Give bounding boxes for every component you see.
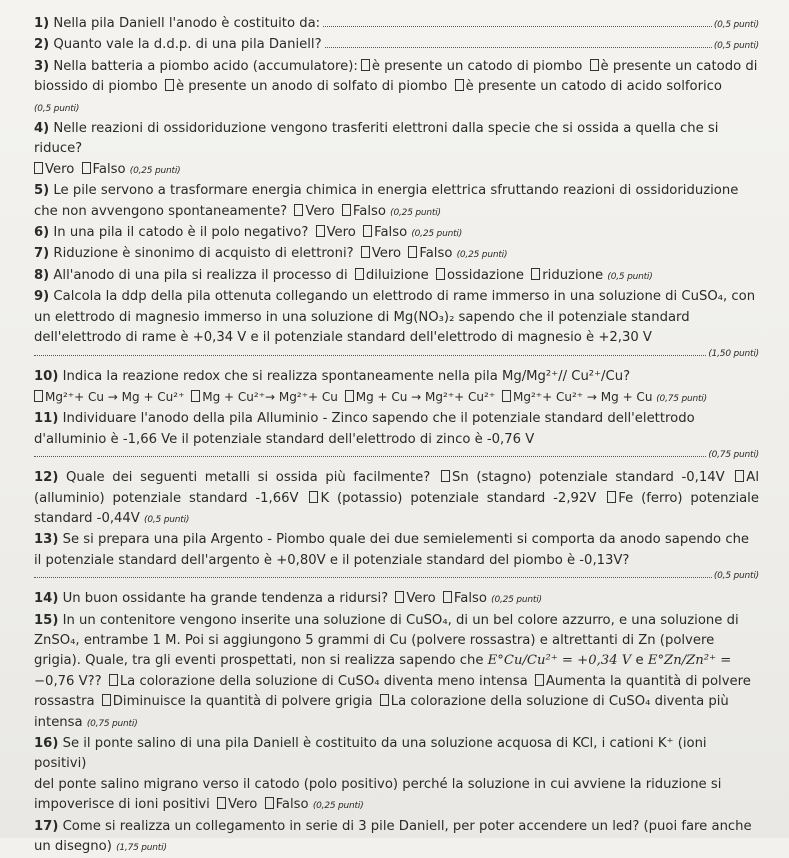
q12-text: Quale dei seguenti metalli si ossida più facilmente? <box>66 470 431 486</box>
q14-points: (0,25 punti) <box>491 595 542 606</box>
q2-number: 2) <box>34 37 50 53</box>
q12-points: (0,5 punti) <box>144 514 190 525</box>
q5-vero-label: Vero <box>305 203 335 219</box>
q17-number: 17) <box>34 818 59 834</box>
q8-checkbox-2[interactable] <box>436 268 445 280</box>
q3-option-2: è presente un catodo di biossido di piombo <box>34 58 758 95</box>
q10-number: 10) <box>34 368 59 384</box>
q12-option-1: Sn (stagno) potenziale standard -0,14V <box>451 470 725 486</box>
q16-vero-checkbox[interactable] <box>217 797 226 809</box>
question-13 <box>34 530 759 571</box>
q11-answer-line[interactable] <box>34 456 706 457</box>
q4-text: Nelle reazioni di ossidoriduzione vengono trasferiti elettroni dalla specie che si ossida a quella che si riduce? <box>34 121 719 157</box>
q13-points: (0,5 punti) <box>713 571 759 582</box>
q12-option-3: K (potassio) potenziale standard -2,92V <box>320 490 597 506</box>
q16-points: (0,25 punti) <box>312 801 364 812</box>
q7-vero-label: Vero <box>371 246 402 262</box>
q14-vero-checkbox[interactable] <box>395 591 404 603</box>
q11-answer-row <box>34 450 759 468</box>
question-11 <box>34 409 759 450</box>
q10-option-3: Mg + Cu → Mg²⁺+ Cu²⁺ <box>355 389 496 404</box>
q15-number: 15) <box>34 612 59 628</box>
q3-points: (0,5 punti) <box>34 103 80 114</box>
q16-line-1: Se il ponte salino di una pila Daniell è costituito da una soluzione acquosa di KCl, i cationi K⁺ (ioni positivi) <box>34 736 707 772</box>
q4-falso-checkbox[interactable] <box>82 162 91 174</box>
q13-line-2: il potenziale standard dell'argento è +0,80V e il potenziale standard del piombo è -0,13V? <box>34 552 630 568</box>
q15-option-2: Aumenta la quantità di polvere rossastra <box>34 673 751 710</box>
question-16 <box>34 734 759 817</box>
q3-number: 3) <box>34 58 50 74</box>
q9-number: 9) <box>34 289 50 305</box>
q9-answer-row <box>34 349 759 367</box>
q3-option-3: è presente un anodo di solfato di piombo <box>175 79 448 95</box>
q9-line-1: Calcola la ddp della pila ottenuta collegando un elettrodo di rame immerso in una soluzione di CuSO₄, con <box>53 289 756 305</box>
q15-potential-cu: E°Cu/Cu²⁺ = +0,34 V <box>487 653 632 669</box>
question-5 <box>34 181 759 223</box>
q7-number: 7) <box>34 246 50 262</box>
q15-checkbox-3[interactable] <box>102 694 111 706</box>
q10-checkbox-1[interactable] <box>34 390 43 402</box>
q11-points: (0,75 punti) <box>708 450 759 461</box>
q9-line-2: un elettrodo di magnesio immerso in una soluzione di Mg(NO₃)₂ sapendo che il potenziale standard <box>34 309 690 325</box>
q5-vero-checkbox[interactable] <box>294 204 303 216</box>
q16-line-3: impoverisce di ioni positivi <box>34 797 210 813</box>
q16-vero-label: Vero <box>228 797 258 813</box>
q2-points: (0,5 punti) <box>713 41 759 52</box>
q7-text: Riduzione è sinonimo di acquisto di elettroni? <box>53 246 354 262</box>
question-8 <box>34 266 759 287</box>
q16-falso-checkbox[interactable] <box>265 797 274 809</box>
q15-line-4: −0,76 V?? <box>34 673 102 689</box>
q8-option-3: riduzione <box>542 267 604 283</box>
q12-checkbox-3[interactable] <box>309 491 318 503</box>
q14-text: Un buon ossidante ha grande tendenza a ridursi? <box>62 591 389 607</box>
q3-text: Nella batteria a piombo acido (accumulatore): <box>53 58 358 74</box>
q5-number: 5) <box>34 183 50 199</box>
q15-option-1: La colorazione della soluzione di CuSO₄ diventa meno intensa <box>119 673 528 689</box>
q6-number: 6) <box>34 225 50 241</box>
q15-line-1: In un contenitore vengono inserite una soluzione di CuSO₄, di un bel colore azzurro, e una soluzione di <box>62 612 739 628</box>
q7-points: (0,25 punti) <box>456 250 508 261</box>
q5-falso-label: Falso <box>352 203 386 219</box>
q14-falso-checkbox[interactable] <box>443 591 452 603</box>
q10-checkbox-3[interactable] <box>345 390 354 402</box>
q13-number: 13) <box>34 532 59 548</box>
question-2 <box>34 35 759 56</box>
q14-vero-label: Vero <box>406 591 436 607</box>
q6-falso-label: Falso <box>374 225 408 241</box>
q10-checkbox-4[interactable] <box>502 390 511 402</box>
q14-falso-label: Falso <box>453 591 487 607</box>
q10-text: Indica la reazione redox che si realizza spontaneamente nella pila Mg/Mg²⁺// Cu²⁺/Cu? <box>62 368 631 384</box>
q13-answer-line[interactable] <box>34 577 712 578</box>
q10-points: (0,75 punti) <box>656 393 707 404</box>
q4-falso-label: Falso <box>92 161 126 177</box>
q9-line-3: dell'elettrodo di rame è +0,34 V e il potenziale standard dell'elettrodo di magnesio è +2,30 V <box>34 330 652 346</box>
question-4 <box>34 119 759 181</box>
q12-checkbox-2[interactable] <box>735 470 744 482</box>
q16-line-2: del ponte salino migrano verso il catodo (polo positivo) perché la soluzione in cui avviene la riduzione si <box>34 776 722 792</box>
q16-falso-label: Falso <box>275 797 309 813</box>
question-17 <box>34 817 759 858</box>
q4-vero-checkbox[interactable] <box>34 162 43 174</box>
q3-option-1: è presente un catodo di piombo <box>371 58 583 74</box>
q8-option-2: ossidazione <box>446 267 525 283</box>
question-12 <box>34 468 759 530</box>
q8-checkbox-1[interactable] <box>355 268 364 280</box>
q15-option-3: Diminuisce la quantità di polvere grigia <box>112 694 373 710</box>
question-10 <box>34 367 759 410</box>
q6-points: (0,25 punti) <box>411 229 463 240</box>
q1-text: Nella pila Daniell l'anodo è costituito da: <box>53 16 321 31</box>
q15-line-2: ZnSO₄, entrambe 1 M. Poi si aggiungono 5 grammi di Cu (polvere rossastra) e altrettanti di Zn (polvere <box>34 632 715 648</box>
q6-falso-checkbox[interactable] <box>363 225 372 237</box>
q1-answer-line[interactable] <box>323 26 712 27</box>
q11-line-1: Individuare l'anodo della pila Alluminio - Zinco sapendo che il potenziale standard dell'elettrodo <box>62 411 695 427</box>
q10-option-1: Mg²⁺+ Cu → Mg + Cu²⁺ <box>45 389 185 404</box>
q4-number: 4) <box>34 121 50 137</box>
q9-points: (1,50 punti) <box>708 348 759 359</box>
q15-potential-zn: E°Zn/Zn²⁺ = <box>647 653 732 669</box>
q1-number: 1) <box>34 16 50 31</box>
question-14 <box>34 589 759 610</box>
q3-option-4: è presente un catodo di acido solforico <box>465 79 722 95</box>
q8-option-1: diluizione <box>365 267 429 283</box>
q3-checkbox-4[interactable] <box>455 79 464 91</box>
q12-number: 12) <box>34 470 59 486</box>
q15-checkbox-1[interactable] <box>109 674 118 686</box>
q10-option-4: Mg²⁺+ Cu²⁺ → Mg + Cu <box>512 389 653 404</box>
q11-line-2: d'alluminio è -1,66 Ve il potenziale standard dell'elettrodo di zinco è -0,76 V <box>34 431 535 447</box>
q11-number: 11) <box>34 411 59 427</box>
q8-text: All'anodo di una pila si realizza il processo di <box>53 267 348 283</box>
q14-number: 14) <box>34 591 59 607</box>
question-1 <box>34 14 759 35</box>
q12-checkbox-4[interactable] <box>607 491 616 503</box>
q8-checkbox-3[interactable] <box>531 268 540 280</box>
question-7 <box>34 244 759 265</box>
q15-conjunction: e <box>635 653 644 669</box>
q5-text-2: che non avvengono spontaneamente? <box>34 203 288 219</box>
q15-line-3: grigia). Quale, tra gli eventi prospettati, non si realizza sapendo che <box>34 653 484 669</box>
q6-vero-checkbox[interactable] <box>316 225 325 237</box>
q13-answer-row <box>34 571 759 589</box>
q3-checkbox-2[interactable] <box>590 59 599 71</box>
q6-text: In una pila il catodo è il polo negativo? <box>53 225 309 241</box>
q3-checkbox-1[interactable] <box>361 59 370 71</box>
q4-vero-label: Vero <box>45 161 75 177</box>
q17-line-1: Come si realizza un collegamento in serie di 3 pile Daniell, per poter accendere un led? (puoi fare anche <box>62 818 752 834</box>
q13-line-1: Se si prepara una pila Argento - Piombo quale dei due semielementi si comporta da anodo sapendo che <box>62 532 750 548</box>
q6-vero-label: Vero <box>326 225 356 241</box>
q3-checkbox-3[interactable] <box>165 79 174 91</box>
question-15 <box>34 611 759 734</box>
q16-number: 16) <box>34 736 59 751</box>
q10-checkbox-2[interactable] <box>191 390 200 402</box>
q7-falso-checkbox[interactable] <box>408 246 417 258</box>
q5-text-1: Le pile servono a trasformare energia chimica in energia elettrica sfruttando reazioni di ossidoriduzione <box>53 183 739 199</box>
q2-text: Quanto vale la d.d.p. di una pila Daniell? <box>53 37 322 53</box>
q12-checkbox-1[interactable] <box>441 470 450 482</box>
q4-points: (0,25 punti) <box>129 165 181 176</box>
question-3 <box>34 57 759 119</box>
q7-vero-checkbox[interactable] <box>361 246 370 258</box>
question-6 <box>34 223 759 244</box>
q5-falso-checkbox[interactable] <box>342 204 351 216</box>
q5-points: (0,25 punti) <box>390 207 441 218</box>
q12-option-4: Fe (ferro) potenziale standard -0,44V <box>34 490 759 526</box>
q15-points: (0,75 punti) <box>86 718 138 729</box>
q9-answer-line[interactable] <box>34 355 706 356</box>
q2-answer-line[interactable] <box>325 47 712 48</box>
q17-line-2: un disegno) <box>34 839 112 855</box>
question-9 <box>34 287 759 348</box>
q15-checkbox-4[interactable] <box>380 694 389 706</box>
q12-option-2: Al (alluminio) potenziale standard -1,66V <box>34 470 759 506</box>
q7-falso-label: Falso <box>419 246 453 262</box>
q10-option-2: Mg + Cu²⁺→ Mg²⁺+ Cu <box>202 389 338 404</box>
q17-points: (1,75 punti) <box>116 843 167 854</box>
q8-number: 8) <box>34 267 50 283</box>
q1-points: (0,5 punti) <box>713 20 759 30</box>
q8-points: (0,5 punti) <box>607 271 653 282</box>
q15-checkbox-2[interactable] <box>535 674 544 686</box>
q15-option-4: La colorazione della soluzione di CuSO₄ diventa più intensa <box>34 694 729 730</box>
